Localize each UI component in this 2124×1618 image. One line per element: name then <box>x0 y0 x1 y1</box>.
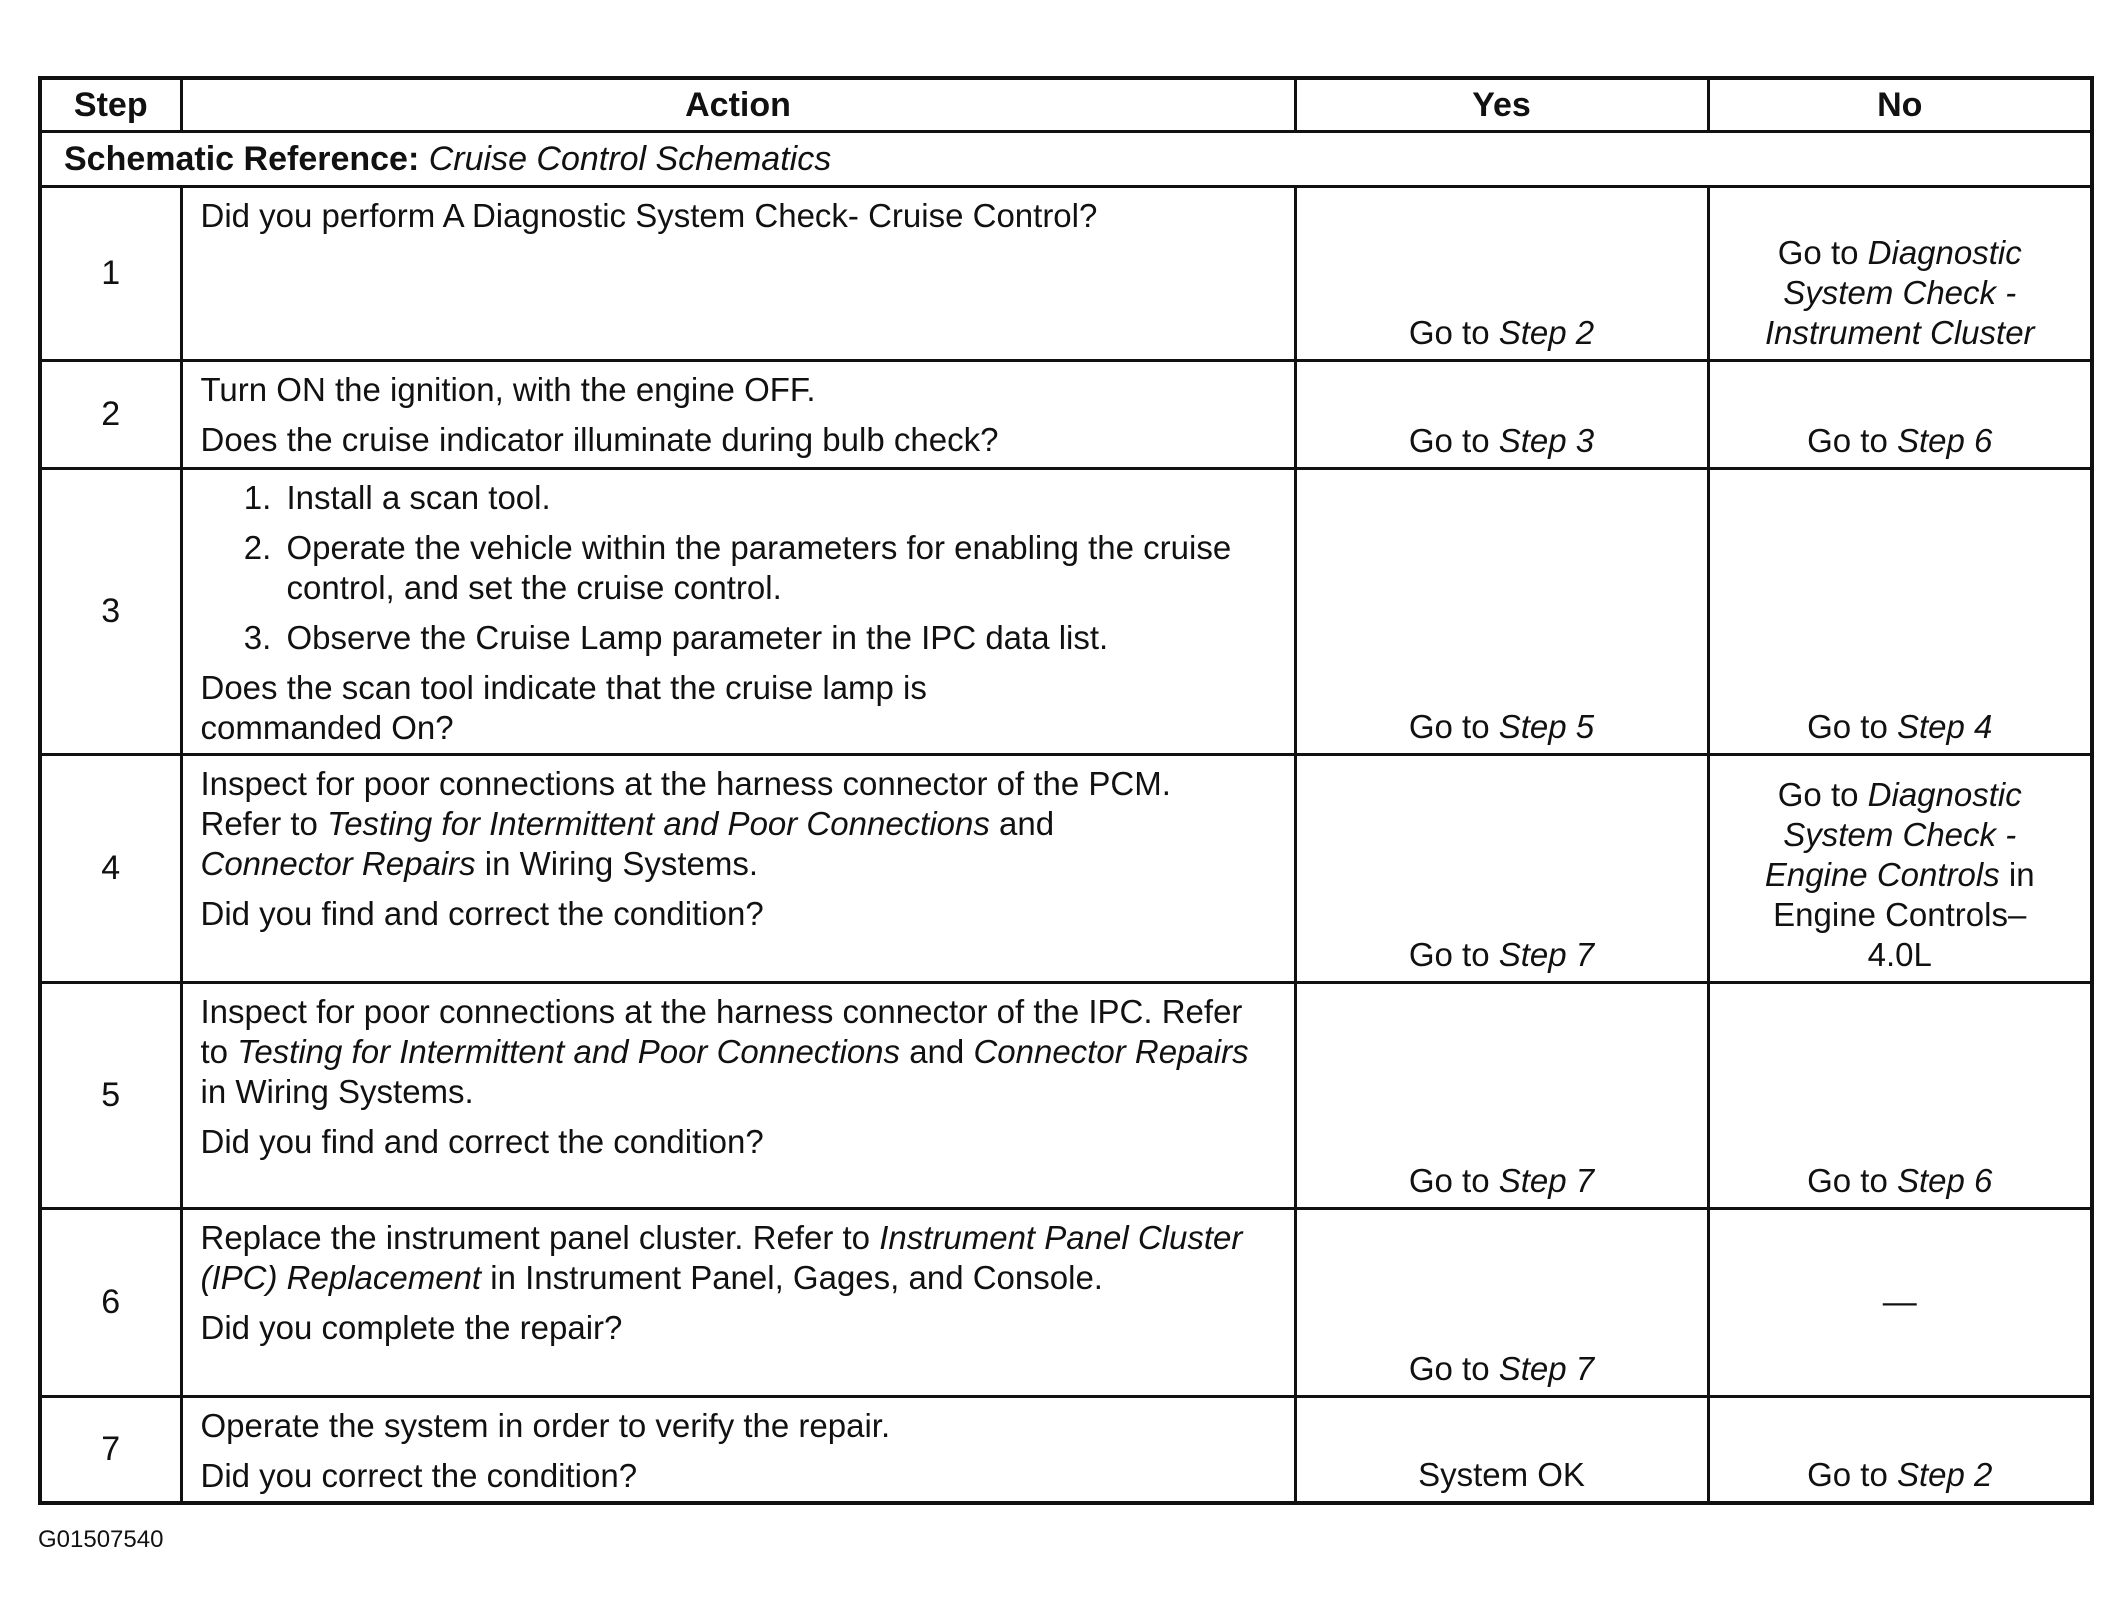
step-number: 6 <box>40 1209 181 1397</box>
yes-link[interactable]: Step 7 <box>1498 1162 1595 1199</box>
schematic-reference-link[interactable]: Cruise Control Schematics <box>428 139 832 178</box>
action-text: Operate the system in order to verify the repair. <box>200 1407 891 1444</box>
figure-id: G01507540 <box>38 1526 164 1553</box>
no-link[interactable]: Step 2 <box>1896 1455 1993 1493</box>
action-link[interactable]: Testing for Intermittent and Poor Connections <box>237 1033 901 1070</box>
action-text <box>201 1218 1261 1298</box>
yes-cell <box>1295 361 1708 469</box>
step-number: 3 <box>40 469 181 755</box>
action-cell <box>181 1397 1295 1503</box>
action-link[interactable]: Testing for Intermittent and Poor Connections <box>327 805 990 842</box>
no-prefix: Go to <box>1807 708 1897 745</box>
header-step: Step <box>40 78 181 132</box>
schematic-reference-label: Schematic Reference: <box>64 139 420 178</box>
action-text-part: Inspect for poor connections at the harness connector of the PCM. Refer to <box>200 765 1171 842</box>
yes-cell <box>1295 1209 1708 1397</box>
header-yes: Yes <box>1295 78 1708 132</box>
no-link[interactable]: Step 4 <box>1896 708 1993 745</box>
no-prefix: Go to <box>1807 1162 1897 1199</box>
list-item: 2. Operate the vehicle within the parameters for enabling the cruise control, and set the cruise control. <box>281 528 1280 608</box>
action-cell <box>181 1209 1295 1397</box>
action-question: Did you find and correct the condition? <box>200 1123 764 1160</box>
table-row <box>40 755 2092 983</box>
no-cell <box>1708 469 2092 755</box>
yes-cell <box>1295 1397 1708 1503</box>
schematic-reference <box>40 132 2092 187</box>
no-suffix: in Engine Controls–4.0L <box>1773 856 2035 973</box>
action-cell <box>181 469 1295 755</box>
action-text <box>201 764 1201 884</box>
header-no: No <box>1708 78 2092 132</box>
yes-link[interactable]: Step 3 <box>1498 422 1595 459</box>
no-prefix: Go to <box>1807 422 1897 459</box>
action-list <box>201 478 1280 658</box>
yes-prefix: Go to <box>1408 936 1499 973</box>
table-header-row <box>40 78 2092 132</box>
no-cell <box>1708 1209 2092 1397</box>
yes-prefix: Go to <box>1408 314 1499 351</box>
list-item: 3. Observe the Cruise Lamp parameter in the IPC data list. <box>281 618 1280 658</box>
no-cell <box>1708 1397 2092 1503</box>
no-link[interactable]: Diagnostic System Check - Instrument Cluster <box>1764 234 2035 351</box>
action-text-part: Replace the instrument panel cluster. Refer to <box>200 1219 880 1256</box>
action-link[interactable]: Connector Repairs <box>973 1033 1249 1070</box>
action-question: Did you correct the condition? <box>200 1457 638 1494</box>
action-text-part: in Wiring Systems. <box>475 845 759 882</box>
yes-text: System OK <box>1418 1455 1585 1493</box>
action-question: Does the scan tool indicate that the cruise lamp is commanded On? <box>200 669 927 746</box>
table-row <box>40 1397 2092 1503</box>
action-text <box>201 992 1261 1112</box>
step-number: 5 <box>40 983 181 1209</box>
step-number: 2 <box>40 361 181 469</box>
table-row <box>40 469 2092 755</box>
table-row <box>40 361 2092 469</box>
no-prefix: Go to <box>1777 234 1868 271</box>
action-question: Does the cruise indicator illuminate during bulb check? <box>200 421 999 458</box>
yes-prefix: Go to <box>1408 1350 1499 1387</box>
no-cell <box>1708 361 2092 469</box>
no-cell <box>1708 983 2092 1209</box>
no-prefix: Go to <box>1777 776 1868 813</box>
step-number: 1 <box>40 187 181 361</box>
yes-cell <box>1295 187 1708 361</box>
list-item: 1. Install a scan tool. <box>281 478 1280 518</box>
yes-link[interactable]: Step 7 <box>1498 936 1595 973</box>
action-text-part: Inspect for poor connections at the harness connector of the IPC. Refer to <box>200 993 1243 1070</box>
action-question: Did you complete the repair? <box>200 1309 623 1346</box>
action-text-part: and <box>989 805 1055 842</box>
action-link[interactable]: Instrument Panel Cluster (IPC) Replacement <box>200 1219 1243 1296</box>
yes-cell <box>1295 755 1708 983</box>
action-question: Did you find and correct the condition? <box>200 895 764 932</box>
no-dash: — <box>1882 1283 1917 1321</box>
header-action: Action <box>181 78 1295 132</box>
action-text-part: in Instrument Panel, Gages, and Console. <box>481 1259 1103 1296</box>
yes-cell <box>1295 469 1708 755</box>
table-row <box>40 1209 2092 1397</box>
yes-cell <box>1295 983 1708 1209</box>
diagnostic-table <box>38 76 2094 1505</box>
action-text-part: in Wiring Systems. <box>200 1073 474 1110</box>
no-link[interactable]: Step 6 <box>1896 422 1993 459</box>
yes-prefix: Go to <box>1408 422 1499 459</box>
step-number: 4 <box>40 755 181 983</box>
action-cell <box>181 361 1295 469</box>
action-text: Did you perform A Diagnostic System Check- Cruise Control? <box>200 197 1098 234</box>
no-prefix: Go to <box>1807 1455 1897 1493</box>
action-cell <box>181 983 1295 1209</box>
step-number: 7 <box>40 1397 181 1503</box>
table-row <box>40 983 2092 1209</box>
action-text: Turn ON the ignition, with the engine OFF. <box>200 371 816 408</box>
yes-link[interactable]: Step 2 <box>1498 314 1595 351</box>
action-cell <box>181 755 1295 983</box>
no-link[interactable]: Diagnostic System Check - Engine Controls <box>1764 776 2022 893</box>
action-cell <box>181 187 1295 361</box>
action-link[interactable]: Connector Repairs <box>200 845 476 882</box>
yes-link[interactable]: Step 5 <box>1498 708 1595 745</box>
yes-link[interactable]: Step 7 <box>1498 1350 1595 1387</box>
table-row <box>40 187 2092 361</box>
yes-prefix: Go to <box>1408 1162 1499 1199</box>
no-cell <box>1708 755 2092 983</box>
no-cell <box>1708 187 2092 361</box>
action-text-part: and <box>900 1033 974 1070</box>
no-link[interactable]: Step 6 <box>1896 1162 1993 1199</box>
yes-prefix: Go to <box>1408 708 1499 745</box>
schematic-reference-row <box>40 132 2092 187</box>
